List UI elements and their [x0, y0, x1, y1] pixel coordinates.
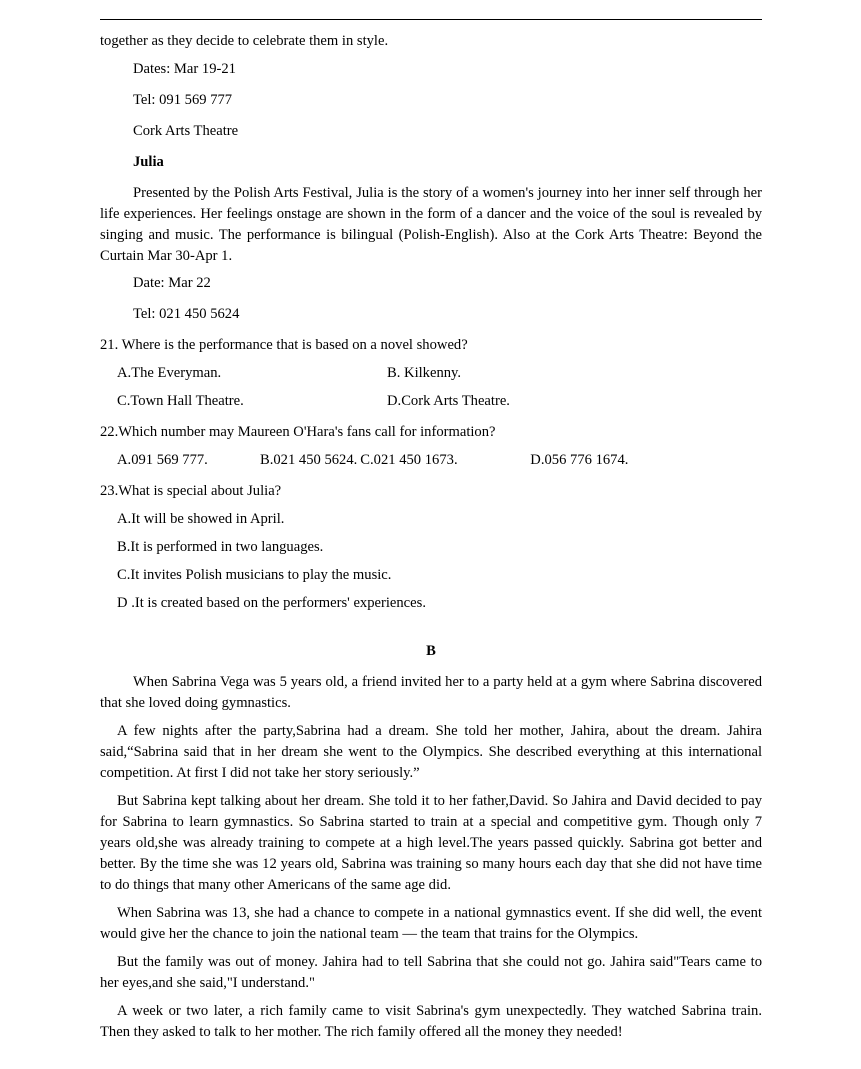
section-b-paragraph-2: A few nights after the party,Sabrina had a dream. She told her mother, Jahira, about the dream. Jahira said,“Sabrina said that in her dream she went to the Olympics. She described everything at this international competition. At first I did not take her story seriously.”	[100, 723, 762, 781]
option-b: B.021 450 5624.	[260, 452, 358, 468]
julia-description: Presented by the Polish Arts Festival, Julia is the story of a women's journey into her inner self through her life experiences. Her feelings onstage are shown in the form of a dancer and the voice of the soul is revealed by singing and music. The performance is bilingual (Polish-English). Also at the Cork Arts Theatre: Beyond the Curtain Mar 30-Apr 1.	[100, 185, 762, 264]
option-d: D.056 776 1674.	[530, 452, 629, 468]
question-23-stem: 23.What is special about Julia?	[100, 483, 282, 499]
passage-continuation: together as they decide to celebrate them in style.	[100, 33, 389, 49]
option-a: A.It will be showed in April.	[117, 511, 285, 527]
section-b-heading: B	[426, 643, 436, 659]
question-22-stem: 22.Which number may Maureen O'Hara's fans call for information?	[100, 424, 496, 440]
option-a: A.The Everyman.	[117, 365, 222, 381]
event-venue: Cork Arts Theatre	[133, 123, 239, 139]
julia-date: Date: Mar 22	[133, 275, 211, 291]
header-rule	[100, 19, 762, 20]
event-tel: Tel: 091 569 777	[133, 92, 233, 108]
option-a: A.091 569 777.	[117, 452, 208, 468]
event-dates: Dates: Mar 19-21	[133, 61, 236, 77]
question-21-options-row2	[100, 391, 762, 412]
julia-title: Julia	[133, 154, 164, 170]
option-d: D.Cork Arts Theatre.	[387, 393, 510, 409]
section-b-paragraph-3: But Sabrina kept talking about her dream. She told it to her father,David. So Jahira and David decided to pay for Sabrina to learn gymnastics. So Sabrina started to train at a special and competitive gym. Though only 7 years old,she was already training to compete at a high level.The years passed quickly. Sabrina got better and better. By the time she was 12 years old, Sabrina was training so many hours each day that she did not have time to do things that many other Americans of the same age did.	[100, 793, 762, 893]
option-d: D .It is created based on the performers' experiences.	[117, 595, 426, 611]
section-b-paragraph-6: A week or two later, a rich family came to visit Sabrina's gym unexpectedly. They watched Sabrina train. Then they asked to talk to her mother. The rich family offered all the money they needed!	[100, 1003, 762, 1040]
julia-tel: Tel: 021 450 5624	[133, 306, 240, 322]
section-b-paragraph-5: But the family was out of money. Jahira had to tell Sabrina that she could not go. Jahira said"Tears came to her eyes,and she said,"I understand."	[100, 954, 762, 991]
section-b-paragraph-1: When Sabrina Vega was 5 years old, a friend invited her to a party held at a gym where Sabrina discovered that she loved doing gymnastics.	[100, 674, 762, 711]
option-b: B. Kilkenny.	[387, 365, 462, 381]
question-21-stem: 21. Where is the performance that is based on a novel showed?	[100, 337, 468, 353]
question-22-options	[100, 450, 762, 471]
question-21-options-row1	[100, 363, 762, 384]
page-content	[100, 31, 762, 1043]
section-b-paragraph-4: When Sabrina was 13, she had a chance to compete in a national gymnastics event. If she did well, the event would give her the chance to join the national team — the team that trains for the Olympics.	[100, 905, 762, 942]
option-c: C.021 450 1673.	[360, 452, 458, 468]
option-c: C.Town Hall Theatre.	[117, 393, 244, 409]
option-b: B.It is performed in two languages.	[117, 539, 324, 555]
option-c: C.It invites Polish musicians to play the music.	[117, 567, 392, 583]
